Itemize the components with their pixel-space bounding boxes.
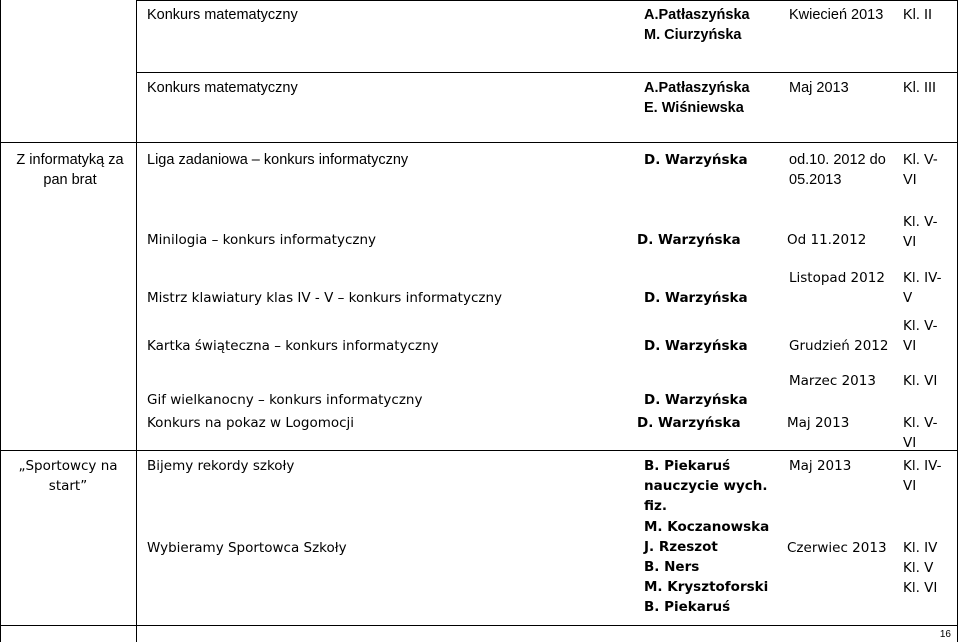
activity-name: Gif wielkanocny – konkurs informatyczny	[147, 392, 423, 408]
teacher-name: M. Koczanowska J. Rzeszot B. Ners M. Krysztoforski B. Piekaruś	[644, 519, 770, 615]
activity-name: Konkurs matematyczny	[147, 7, 298, 23]
table-border-bottom	[0, 625, 958, 626]
class-level: Kl. V- VI	[903, 152, 938, 188]
category-label: „Sportowcy na start”	[18, 458, 118, 494]
teacher-name: D. Warzyńska	[637, 232, 741, 248]
table-border-top	[136, 0, 958, 1]
teacher-name: D. Warzyńska	[644, 152, 748, 168]
class-level: Kl. V- VI	[903, 214, 938, 250]
teacher-name: D. Warzyńska	[637, 415, 741, 431]
activity-name: Minilogia – konkurs informatyczny	[147, 232, 377, 248]
class-level: Kl. IV- V	[903, 270, 942, 306]
teacher-name: B. Piekaruś nauczycie wych. fiz.	[644, 458, 768, 514]
date: Maj 2013	[789, 80, 849, 96]
date: Listopad 2012	[789, 270, 885, 286]
teacher-name: A.Patłaszyńska E. Wiśniewska	[644, 80, 750, 116]
activity-name: Konkurs na pokaz w Logomocji	[147, 415, 355, 431]
teacher-name: D. Warzyńska	[644, 290, 748, 306]
row-divider	[136, 72, 958, 73]
activity-name: Kartka świąteczna – konkurs informatyczny	[147, 338, 439, 354]
date: Czerwiec 2013	[787, 540, 887, 556]
activity-name: Liga zadaniowa – konkurs informatyczny	[147, 152, 409, 168]
class-level: Kl. V- VI	[903, 318, 938, 354]
class-level: Kl. II	[903, 7, 933, 23]
activity-name: Mistrz klawiatury klas IV - V – konkurs informatyczny	[147, 290, 503, 306]
teacher-name: A.Patłaszyńska M. Ciurzyńska	[644, 7, 750, 43]
date: Maj 2013	[789, 458, 852, 474]
date: Grudzień 2012	[789, 338, 889, 354]
class-level: Kl. IV Kl. V Kl. VI	[903, 540, 938, 596]
class-level: Kl. III	[903, 80, 937, 96]
activity-name: Bijemy rekordy szkoły	[147, 458, 295, 474]
class-level: Kl. V- VI	[903, 415, 938, 451]
date: od.10. 2012 do 05.2013	[789, 152, 886, 188]
date: Marzec 2013	[789, 373, 876, 389]
date: Od 11.2012	[787, 232, 867, 248]
activity-name: Wybieramy Sportowca Szkoły	[147, 540, 347, 556]
page-number: 16	[939, 629, 951, 640]
teacher-name: D. Warzyńska	[644, 392, 748, 408]
date: Kwiecień 2013	[789, 7, 884, 23]
row-divider	[0, 142, 958, 143]
category-label: Z informatyką za pan brat	[16, 152, 124, 188]
row-divider	[0, 450, 958, 451]
table-border-left	[0, 0, 1, 642]
class-level: Kl. VI	[903, 373, 938, 389]
teacher-name: D. Warzyńska	[644, 338, 748, 354]
date: Maj 2013	[787, 415, 850, 431]
table-border-right	[957, 0, 958, 642]
column-divider	[136, 0, 137, 642]
activity-name: Konkurs matematyczny	[147, 80, 298, 96]
class-level: Kl. IV- VI	[903, 458, 942, 494]
